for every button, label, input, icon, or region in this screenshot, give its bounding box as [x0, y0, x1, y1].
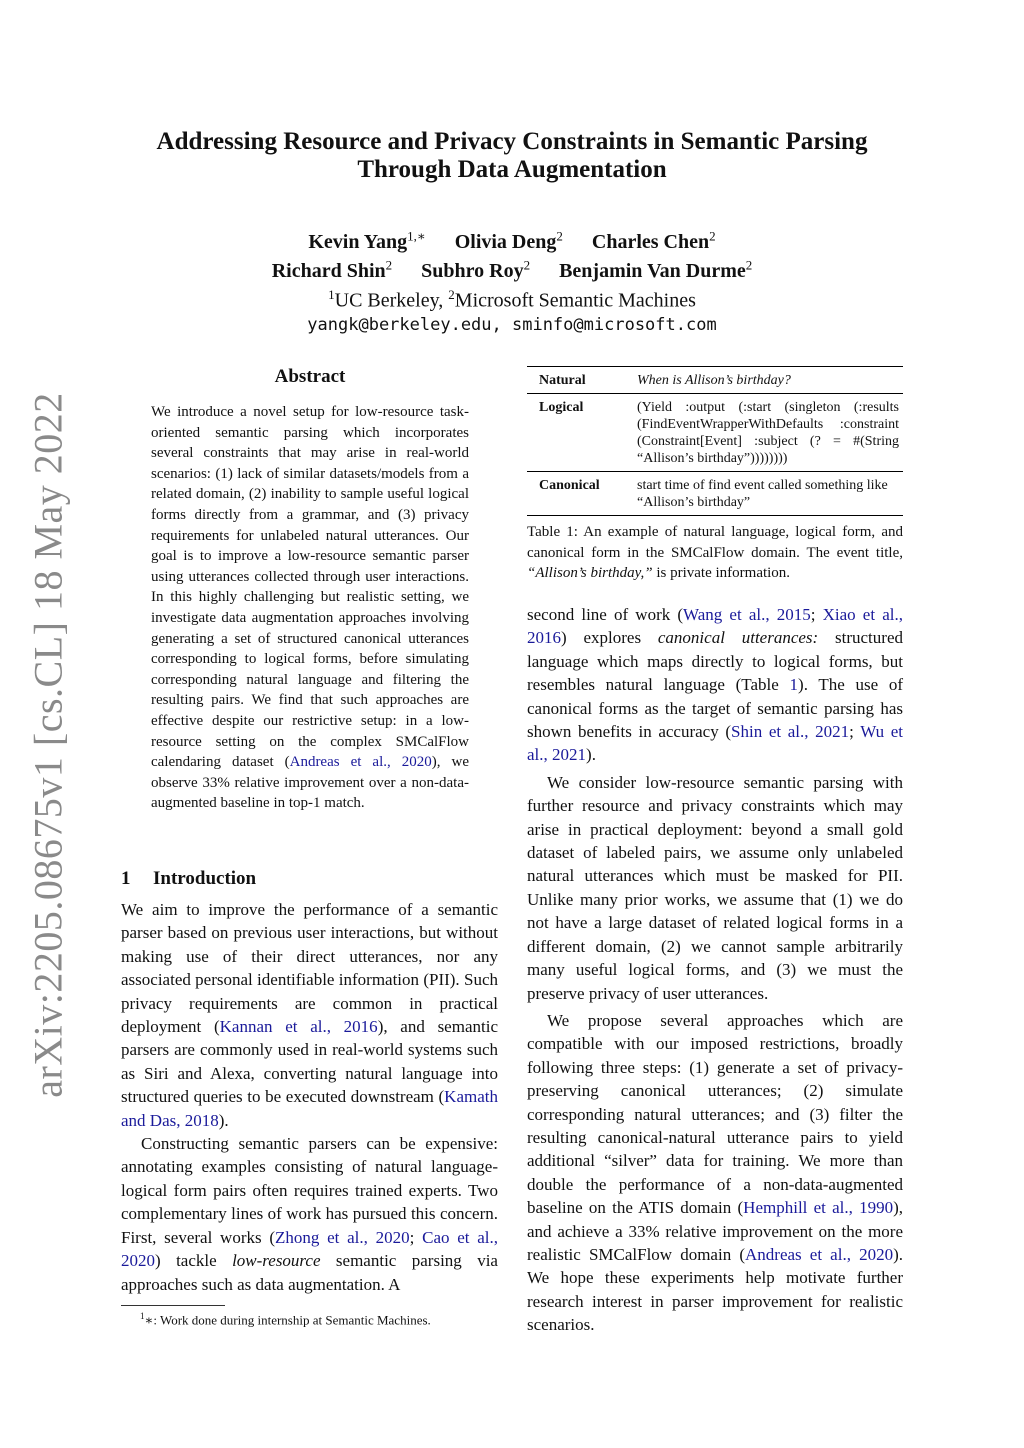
author: Richard Shin$^2$	[271, 257, 393, 283]
table-label-logical: Logical	[527, 394, 633, 472]
author: Subhro Roy$^2$	[421, 257, 531, 283]
intro-paragraph-1: We aim to improve the performance of a semantic parser based on previous user interactions, but without making use of their direct utterances, nor any associated personal identifiable information (PII). Such privacy requirements are common in practical deployment (Kannan et al., 2016), and semantic parsers are commonly used in real-world systems such as Siri and Alexa, converting natural language into structured queries to be executed downstream (Kamath and Das, 2018).	[121, 900, 498, 1130]
right-paragraph-2: We consider low-resource semantic parsing with further resource and privacy constraints which may arise in practical deployment: beyond a small gold dataset of labeled pairs, we assume only unlabeled natural utterances which must be masked for PII. Unlike many prior works, we assume that (1) we do not have a large dataset of related logical forms in a different domain, (2) we cannot sample arbitrarily many useful logical forms, and (3) we must the preserve privacy of user utterances.	[527, 772, 903, 1003]
citation-link[interactable]: Andreas et al., 2020	[745, 1244, 894, 1264]
table-label-natural: Natural	[527, 367, 633, 394]
table-value-logical: (Yield :output (:start (singleton (:results (FindEventWrapperWithDefaults :constraint (Constraint[Event] :subject (? = #(String “Allison’s birthday”))))))))	[633, 394, 903, 472]
title-block	[100, 128, 924, 337]
author-row-2	[100, 254, 924, 284]
right-paragraph-1: second line of work (Wang et al., 2015; Xiao et al., 2016) explores canonical utterances: structured language which maps directly to logical forms, but resembles natural language (Table 1). The use of canonical forms as the target of semantic parsing has shown benefits in accuracy (Shin et al., 2021; Wu et al., 2021).	[527, 605, 904, 765]
abstract-heading: Abstract	[274, 366, 346, 387]
section-heading-introduction	[121, 868, 256, 890]
author: Kevin Yang$^{1,∗}$	[308, 228, 426, 253]
author: Benjamin Van Durme$^2$	[559, 257, 753, 283]
intro-paragraph-2: Constructing semantic parsers can be expensive: annotating examples consisting of natural language-logical form pairs often requires trained experts. Two complementary lines of work has pursued this concern. First, several works (Zhong et al., 2020; Cao et al., 2020) tackle low-resource semantic parsing via approaches such as data augmentation. A	[121, 1134, 499, 1294]
arxiv-stamp	[8, 392, 88, 1098]
title-line-2: Through Data Augmentation	[357, 156, 667, 183]
affiliations: $^1$UC Berkeley, $^2$Microsoft Semantic Machines	[328, 287, 696, 312]
paper-title	[100, 128, 924, 184]
example-table	[527, 366, 903, 516]
citation-link[interactable]: Wang et al., 2015	[683, 605, 811, 624]
footnote-rule	[121, 1305, 225, 1306]
table-row	[527, 472, 903, 516]
left-column	[121, 898, 498, 1296]
citation-link[interactable]: Cao et al., 2020	[121, 1227, 499, 1271]
right-paragraph-3: We propose several approaches which are compatible with our imposed restrictions, broadly following three steps: (1) generate a set of privacy-preserving canonical utterances; (2) simulate corresponding natural utterances; and (3) filter the resulting canonical-natural utterance pairs to yield additional “silver” data for training. We more than double the performance of a non-data-augmented baseline on the ATIS domain (Hemphill et al., 1990), and achieve a 33% relative improvement on the more realistic SMCalFlow domain (Andreas et al., 2020). We hope these experiments help motivate further research interest in parser improvement for realistic scenarios.	[527, 1010, 904, 1335]
arxiv-stamp-text: arXiv:2205.08675v1 [cs.CL] 18 May 2022	[25, 392, 71, 1098]
citation-link[interactable]: Kannan et al., 2016	[219, 1017, 378, 1037]
table-value-natural: When is Allison’s birthday?	[633, 367, 903, 394]
citation-link[interactable]: Kamath and Das, 2018	[121, 1087, 498, 1130]
abstract-body: We introduce a novel setup for low-resource task-oriented semantic parsing which incorporates several constraints that may arise in real-world scenarios: (1) lack of similar datasets/models from a related domain, (2) inability to sample useful logical forms directly from a grammar, and (3) privacy requirements for unlabeled natural utterances. Our goal is to improve a low-resource semantic parser using utterances collected through user interactions. In this highly challenging but realistic setting, we investigate data augmentation approaches involving generating a set of structured canonical utterances corresponding to logical forms, before simulating corresponding natural language and filtering the resulting pairs. We find that such approaches are effective despite our restrictive setup: in a low-resource setting on the complex SMCalFlow calendaring dataset (Andreas et al., 2020), we observe 33% relative improvement over a non-data-augmented baseline in top-1 match.	[151, 404, 469, 812]
citation-link[interactable]: Andreas et al., 2020	[289, 754, 432, 771]
table-value-canonical: start time of find event called something like “Allison’s birthday”	[633, 472, 903, 516]
author-list	[100, 224, 924, 337]
citation-link[interactable]: Shin et al., 2021	[731, 722, 850, 742]
table-row	[527, 394, 903, 472]
citation-link[interactable]: Zhong et al., 2020	[275, 1227, 410, 1247]
table-reference-link[interactable]: 1	[789, 675, 799, 695]
author: Olivia Deng$^2$	[454, 228, 563, 253]
citation-link[interactable]: Wu et al., 2021	[527, 722, 904, 765]
table-caption: Table 1: An example of natural language, logical form, and canonical form in the SMCalFlow domain. The event title, “Allison’s birthday,” is private information.	[527, 524, 903, 582]
table-row	[527, 367, 903, 394]
author: Charles Chen$^2$	[591, 228, 716, 253]
citation-link[interactable]: Hemphill et al., 1990	[743, 1198, 894, 1218]
citation-link[interactable]: Xiao et al., 2016	[527, 605, 903, 648]
section-number: 1	[121, 868, 131, 889]
author-row-1	[100, 224, 924, 254]
footnote: $^1$∗: Work done during internship at Semantic Machines.	[140, 1311, 431, 1328]
table-label-canonical: Canonical	[527, 472, 633, 516]
author-emails: yangk@berkeley.edu, sminfo@microsoft.com	[307, 314, 717, 335]
right-column	[527, 603, 903, 1337]
section-title: Introduction	[153, 868, 257, 889]
title-line-1: Addressing Resource and Privacy Constraints in Semantic Parsing	[156, 128, 868, 155]
